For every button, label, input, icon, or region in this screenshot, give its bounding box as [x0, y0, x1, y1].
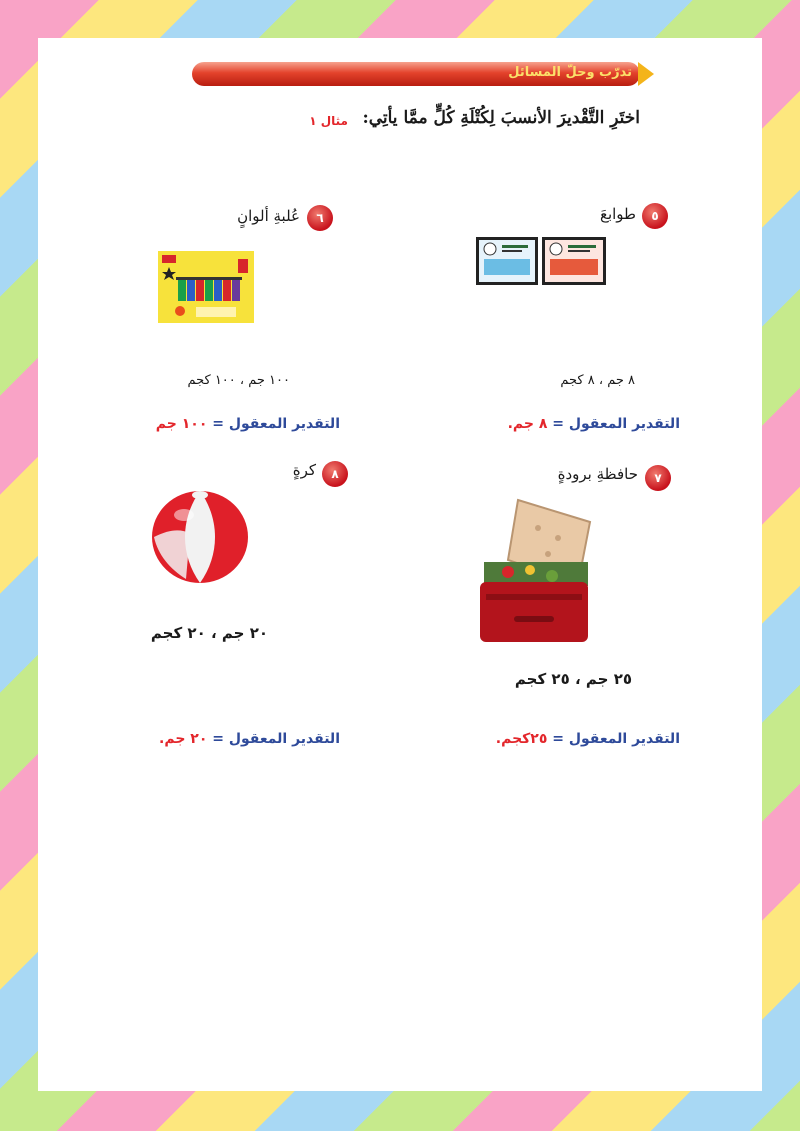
answer-label: التقدير المعقول = — [552, 416, 680, 432]
item-answer — [130, 416, 340, 438]
item-choices: ١٠٠ جم ، ١٠٠ كجم — [187, 373, 290, 388]
section-title: تدرّب وحلّ المسائل — [508, 65, 632, 80]
stamps-image — [476, 237, 606, 285]
item-name: كرةٍ — [292, 461, 316, 479]
item-number-badge: ٧ — [645, 465, 671, 491]
cooler-image — [478, 498, 598, 654]
item-number-badge: ٥ — [642, 203, 668, 229]
item-name: طوابعَ — [599, 205, 636, 223]
item-answer — [470, 731, 680, 753]
item-name: حافظةِ برودةٍ — [557, 465, 638, 483]
answer-label: التقدير المعقول = — [212, 416, 340, 432]
answer-value: ١٠٠ جم — [155, 416, 208, 432]
item-choices: ٢٥ جم ، ٢٥ كجم — [514, 670, 632, 688]
answer-label: التقدير المعقول = — [212, 731, 340, 747]
instruction-text: اختَرِ التَّقْديرَ الأنسبَ لِكُتْلَةِ كُلٍّ ممَّا يأتِي: — [362, 108, 640, 128]
beach-ball-image — [150, 489, 250, 585]
item-answer — [470, 416, 680, 438]
item-answer — [130, 731, 340, 753]
answer-value: ٨ جم. — [507, 416, 548, 432]
item-name: عُلبةِ ألوانٍ — [237, 207, 300, 225]
example-reference: مثال ١ — [309, 114, 348, 128]
answer-value: ٢٥كجم. — [495, 731, 548, 747]
item-number-badge: ٨ — [322, 461, 348, 487]
item-choices: ٨ جم ، ٨ كجم — [560, 373, 635, 388]
item-choices: ٢٠ جم ، ٢٠ كجم — [150, 624, 268, 642]
answer-value: ٢٠ جم. — [159, 731, 208, 747]
worksheet-page — [38, 38, 762, 1091]
item-number-badge: ٦ — [307, 205, 333, 231]
color-box-image — [158, 251, 254, 323]
banner-arrow-icon — [638, 62, 654, 86]
answer-label: التقدير المعقول = — [552, 731, 680, 747]
